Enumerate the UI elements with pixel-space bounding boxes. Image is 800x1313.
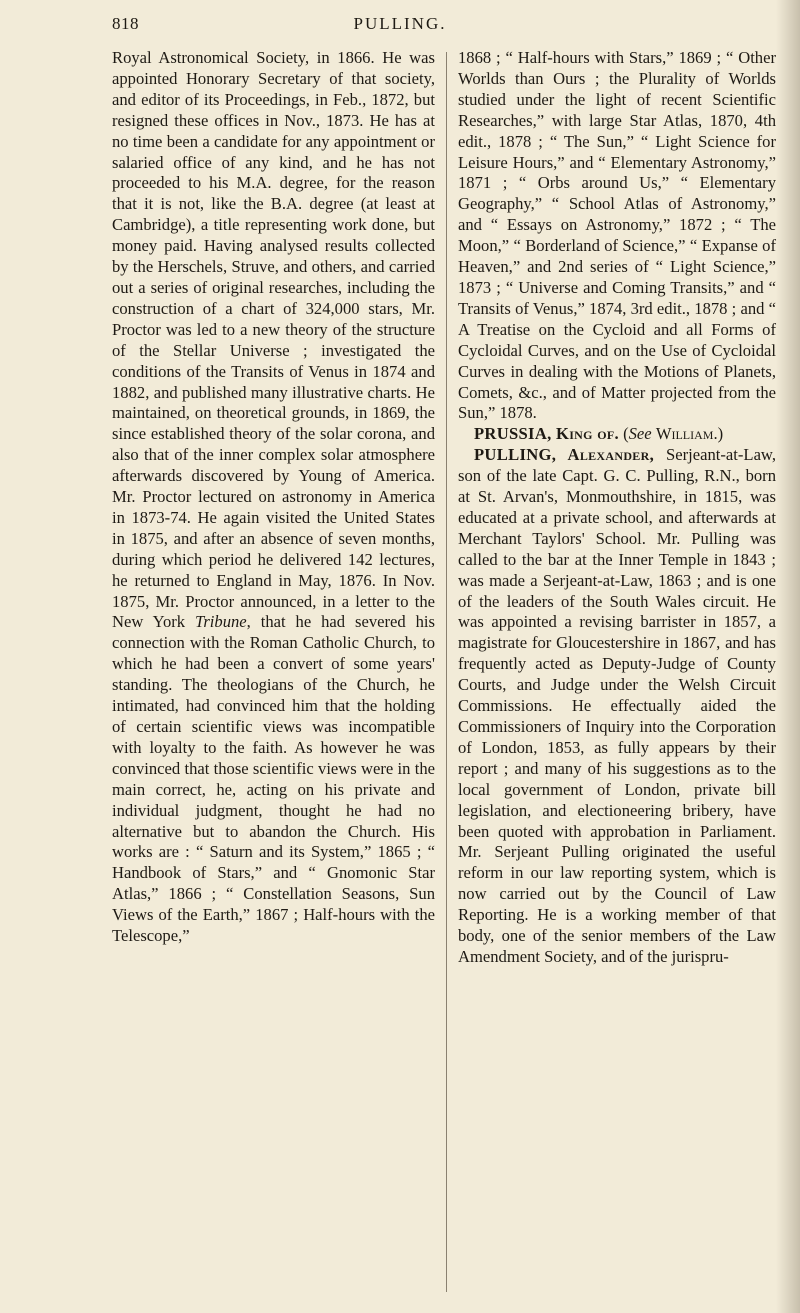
- prussia-headword: PRUSSIA, King of.: [474, 424, 619, 444]
- left-column: [112, 48, 435, 947]
- pulling-entry: [458, 445, 776, 968]
- pulling-text: Serjeant-at-Law, son of the late Capt. G. C. Pulling, R.N., born at St. Arvan's, Monmouthshire, in 1815, was educated at a private school, and afterwards at Merchant Taylors' School. Mr. Pulling was called to the bar at the Inner Temple in 1843 ; was made a Serjeant-at-Law, 1863 ; and is one of the leaders of the South Wales circuit. He was appointed a revising barrister in 1857, a magistrate for Gloucestershire in 1867, and has frequently acted as Deputy-Judge of County Courts, and Judge under the Welsh Circuit Commissions. He effectually aided the Commissioners of Inquiry into the Corporation of London, 1853, as fully appears by their report ; and many of his suggestions as to the local government of London, private bill legislation, and electioneering bribery, have been quoted with approbation in Parliament. Mr. Serjeant Pulling originated the useful reform in our law reporting system, which is now carried out by the Council of Law Reporting. He is a working member of that body, one of the senior members of the Law Amendment Society, and of the jurispru-: [458, 445, 776, 966]
- proctor-entry-continuation: [112, 48, 435, 947]
- page-number: 818: [112, 14, 139, 33]
- right-column: [458, 48, 776, 968]
- prussia-see: See: [628, 424, 652, 444]
- page-edge-shadow: [776, 0, 800, 1313]
- proctor-text-part2: , that he had severed his connection with the Roman Catholic Church, to which he had been a convert of some years' standing. The theologians of the Church, he intimated, had convinced him that the holding of certain scientific views was incompatible with loyalty to the faith. As however he was convinced that those scientific views were in the main correct, he, acting on his private and individual judgment, thought he had no alternative but to abandon the Church. His works are : “ Saturn and its System,” 1865 ; “ Handbook of Stars,” and “ Gnomonic Star Atlas,” 1866 ; “ Constellation Seasons, Sun Views of the Earth,” 1867 ; Half-hours with the Telescope,”: [112, 612, 435, 946]
- proctor-works-continuation: 1868 ; “ Half-hours with Stars,” 1869 ; “ Other Worlds than Ours ; the Plurality of Worlds studied under the light of recent Scientific Researches,” with large Star Atlas, 1870, 4th edit., 1878 ; “ The Sun,” “ Light Science for Leisure Hours,” and “ Elementary Astronomy,” 1871 ; “ Orbs around Us,” “ Elementary Geography,” “ School Atlas of Astronomy,” and “ Essays on Astronomy,” 1872 ; “ The Moon,” “ Borderland of Science,” “ Expanse of Heaven,” and 2nd series of “ Light Science,” 1873 ; “ Universe and Coming Transits,” and “ Transits of Venus,” 1874, 3rd edit., 1878 ; and “ A Treatise on the Cycloid and all Forms of Cycloidal Curves, and on the Use of Cycloidal Curves in dealing with the Motions of Planets, Comets, &c., and of Matter projected from the Sun,” 1878.: [458, 48, 776, 423]
- prussia-cross-reference: William.: [655, 424, 718, 444]
- running-head: PULLING.: [353, 14, 447, 33]
- prussia-entry: [458, 424, 776, 445]
- prussia-open-paren: (: [623, 424, 629, 444]
- pulling-headword: PULLING, Alexander,: [474, 445, 655, 465]
- prussia-close-paren: ): [717, 424, 724, 444]
- page-header: [0, 10, 800, 40]
- proctor-text-part1: Royal Astronomical Society, in 1866. He was appointed Honorary Secretary of that society, and editor of its Proceedings, in Feb., 1872, but resigned these offices in Nov., 1873. He has at no time been a candidate for any appointment or salaried office of any kind, and he has not proceeded to his M.A. degree, for the reason that it is not, like the B.A. degree (at least at Cambridge), a title representing work done, but money paid. Having analysed results collected by the Herschels, Struve, and others, and carried out a series of original researches, including the construction of a chart of 324,000 stars, Mr. Proctor was led to a new theory of the structure of the Stellar Universe ; investigated the conditions of the Transits of Venus in 1874 and 1882, and published many illustrative charts. He maintained, on theoretical grounds, in 1869, the since established theory of the solar corona, and also that of the inner complex solar atmosphere afterwards discovered by Young of America. Mr. Proctor lectured on astronomy in America in 1873-74. He again visited the United States in 1875, and after an absence of seven months, during which period he delivered 142 lectures, he returned to England in May, 1876. In Nov. 1875, Mr. Proctor announced, in a letter to the New York: [112, 48, 435, 632]
- tribune-italic: Tribune: [195, 612, 247, 632]
- column-divider: [446, 52, 447, 1292]
